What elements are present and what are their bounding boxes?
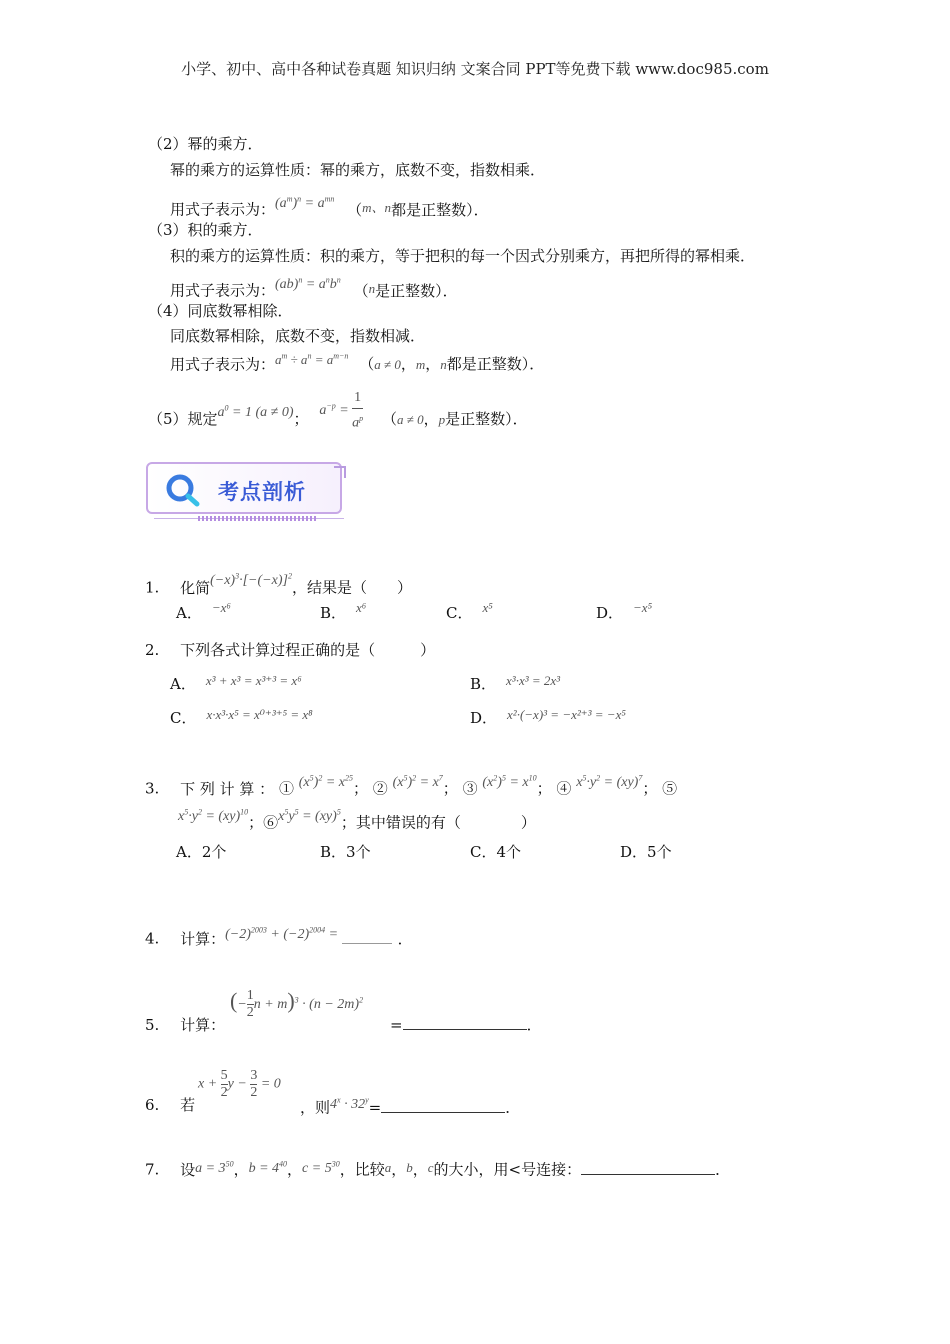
section-2-title: （2）幂的乘方． [148, 135, 263, 153]
question-number: 1. [145, 578, 160, 597]
section-4-rule: 同底数幂相除，底数不变，指数相减． [170, 327, 426, 345]
section-banner [146, 462, 342, 522]
equals-sign: = [368, 1098, 382, 1117]
section-3-title: （3）积的乘方． [148, 221, 263, 239]
banner-stripes [198, 516, 318, 521]
question-text: 若 [180, 1096, 196, 1114]
question-text: ，则 [300, 1098, 331, 1117]
question-5-expression: (− $\frac{1}{2}$ $n + m)^3 \cdot (n - 2m)^2$ [230, 988, 364, 1021]
question-text: 计算： [180, 1016, 226, 1034]
formula-prefix: 用式子表示为： [170, 355, 276, 374]
variable: b [406, 1159, 413, 1175]
question-expression: $c = 5^{30}$ [302, 1159, 340, 1176]
variable: c [427, 1159, 434, 1175]
q3-option-d[interactable]: D．5个 [620, 843, 672, 861]
q1-option-c[interactable]: C． x⁵ [446, 600, 493, 622]
power-of-product-formula: $(ab)^n = a^nb^n$ [275, 275, 341, 292]
answer-blank[interactable] [403, 1015, 527, 1030]
question-expression: $4^x \cdot 32^y$ [330, 1095, 369, 1112]
question-text: ． [397, 929, 413, 948]
q2-option-b[interactable]: B． x³·x³ = 2x³ [470, 673, 561, 693]
question-number: 4. [145, 929, 160, 948]
formula-condition: （m、n都是正整数）． [347, 199, 489, 219]
item-expression: $(x^5)^2 = x^7$ [392, 773, 443, 790]
question-expression: $a = 3^{50}$ [195, 1159, 234, 1176]
question-6 [145, 1095, 195, 1115]
quotient-formula: $a^m \div a^n = a^{m-n}$ [275, 352, 349, 368]
q2-option-a[interactable]: A． x³ + x³ = x³⁺³ = x⁶ [170, 673, 302, 693]
question-1 [145, 571, 412, 600]
item-marker: ③ [462, 779, 478, 798]
question-6-rest [300, 1095, 520, 1120]
q3-option-c[interactable]: C．4个 [470, 843, 522, 861]
section-5 [148, 390, 528, 444]
banner-corner [334, 466, 346, 478]
section-3-rule: 积的乘方的运算性质：积的乘方，等于把积的每一个因式分别乘方，再把所得的幂相乘． [170, 247, 756, 265]
item-marker: ① [278, 779, 294, 798]
separator: ； [293, 410, 309, 429]
question-number: 6. [145, 1096, 160, 1114]
question-3: 3. 下 列 计 算 ： ① $(x^5)^2 = x^{25}$； ② $(x^5)^2 = x^7$； ③ $(x^2)^5 = x^{10}$； ④ $x^5\cdot y^2 = (xy)^7$； ⑤ [145, 773, 678, 798]
formula-prefix: 用式子表示为： [170, 200, 276, 219]
question-text: ，结果是（ ） [291, 578, 412, 597]
item-marker: ⑤ [662, 779, 678, 798]
power-of-power-formula: $(a^m)^n = a^{mn}$ [275, 194, 335, 211]
question-text: ． [715, 1160, 731, 1179]
question-text: 下 列 计 算 ： [180, 779, 275, 798]
question-6-condition: x + $\frac{5}{2}$ y − $\frac{3}{2}$ = 0 [198, 1068, 281, 1100]
question-5-answer [390, 1015, 542, 1035]
q2-option-c[interactable]: C． x·x³·x⁵ = x⁰⁺³⁺⁵ = x⁸ [170, 707, 313, 727]
question-text: 化简 [180, 578, 211, 597]
question-3-line-2: $x^5\cdot y^2 = (xy)^{10}$；$⑥x^5y^5 = (xy)^5$；其中错误的有（ ） [178, 807, 536, 832]
question-number: 5. [145, 1016, 160, 1034]
question-7: 7. 设$a = 3^{50}$，$b = 4^{40}$，$c = 5^{30}$，比较a，b，c的大小，用<号连接： ． [145, 1159, 731, 1179]
q1-option-d[interactable]: D． −x⁵ [596, 600, 653, 622]
item-expression: $(x^2)^5 = x^{10}$ [482, 773, 537, 790]
question-2 [145, 640, 435, 660]
section-2-formula [170, 194, 489, 222]
q3-option-b[interactable]: B．3个 [320, 843, 371, 861]
question-text: ． [505, 1098, 521, 1117]
formula-prefix: 用式子表示为： [170, 281, 276, 300]
question-number: 2. [145, 641, 160, 659]
question-expression: $(-2)^{2003} + (-2)^{2004}$ = [225, 925, 342, 942]
formula-condition: （n是正整数）． [353, 280, 458, 300]
item-marker: ② [372, 779, 388, 798]
question-text: 设 [180, 1160, 196, 1179]
formula-condition: （a ≠ 0，p是正整数）． [381, 410, 528, 429]
equals-sign: = [390, 1016, 403, 1034]
question-text: 下列各式计算过程正确的是（ ） [180, 641, 436, 659]
q1-option-a[interactable]: A． −x⁶ [176, 600, 231, 622]
search-icon [164, 472, 204, 508]
banner-title: 考点剖析 [218, 480, 306, 504]
variable: a [384, 1159, 392, 1175]
section-2-rule: 幂的乘方的运算性质：幂的乘方，底数不变，指数相乘． [170, 161, 546, 179]
negative-exponent-formula: $a^{-p}$ = $\frac{1}{a^p}$ [319, 390, 364, 431]
section-3-formula [170, 275, 458, 303]
section-5-prefix: （5）规定 [148, 410, 218, 429]
item-expression: $x^5\cdot y^2 = (xy)^7$ [576, 773, 643, 790]
item-expression: $x^5\cdot y^2 = (xy)^{10}$ [178, 807, 249, 824]
answer-blank[interactable] [581, 1160, 715, 1175]
item-expression: $x^5y^5 = (xy)^5$ [278, 807, 341, 824]
question-text: 的大小，用<号连接： [433, 1160, 582, 1179]
item-marker: ⑥ [263, 813, 279, 832]
formula-condition: （a ≠ 0，m，n都是正整数）． [359, 355, 545, 374]
item-marker: ④ [556, 779, 572, 798]
question-number: 7. [145, 1160, 160, 1179]
question-text: ；其中错误的有（ ） [340, 813, 536, 832]
question-expression: $b = 4^{40}$ [248, 1159, 288, 1176]
question-4 [145, 926, 413, 951]
question-number: 3. [145, 779, 160, 798]
question-expression: $(-x)^3\cdot[-(-x)]^2$ [210, 571, 292, 588]
item-expression: $(x^5)^2 = x^{25}$ [298, 773, 353, 790]
q3-option-a[interactable]: A．2个 [176, 843, 227, 861]
question-text: ． [526, 1016, 542, 1034]
question-5 [145, 1015, 225, 1035]
q1-option-b[interactable]: B． x⁶ [320, 600, 367, 622]
section-4-formula [170, 352, 544, 375]
page-header: 小学、初中、高中各种试卷真题 知识归纳 文案合同 PPT等免费下载 www.doc985.com [181, 60, 769, 78]
answer-blank[interactable] [381, 1098, 505, 1113]
section-4-title: （4）同底数幂相除． [148, 302, 293, 320]
question-text: ，比较 [339, 1160, 385, 1179]
answer-blank[interactable] [342, 929, 392, 944]
q2-option-d[interactable]: D． x²·(−x)³ = −x²⁺³ = −x⁵ [470, 707, 626, 727]
question-text: 计算： [180, 929, 226, 948]
zero-exponent-formula: $a^0 = 1$ (a ≠ 0) [217, 403, 294, 421]
